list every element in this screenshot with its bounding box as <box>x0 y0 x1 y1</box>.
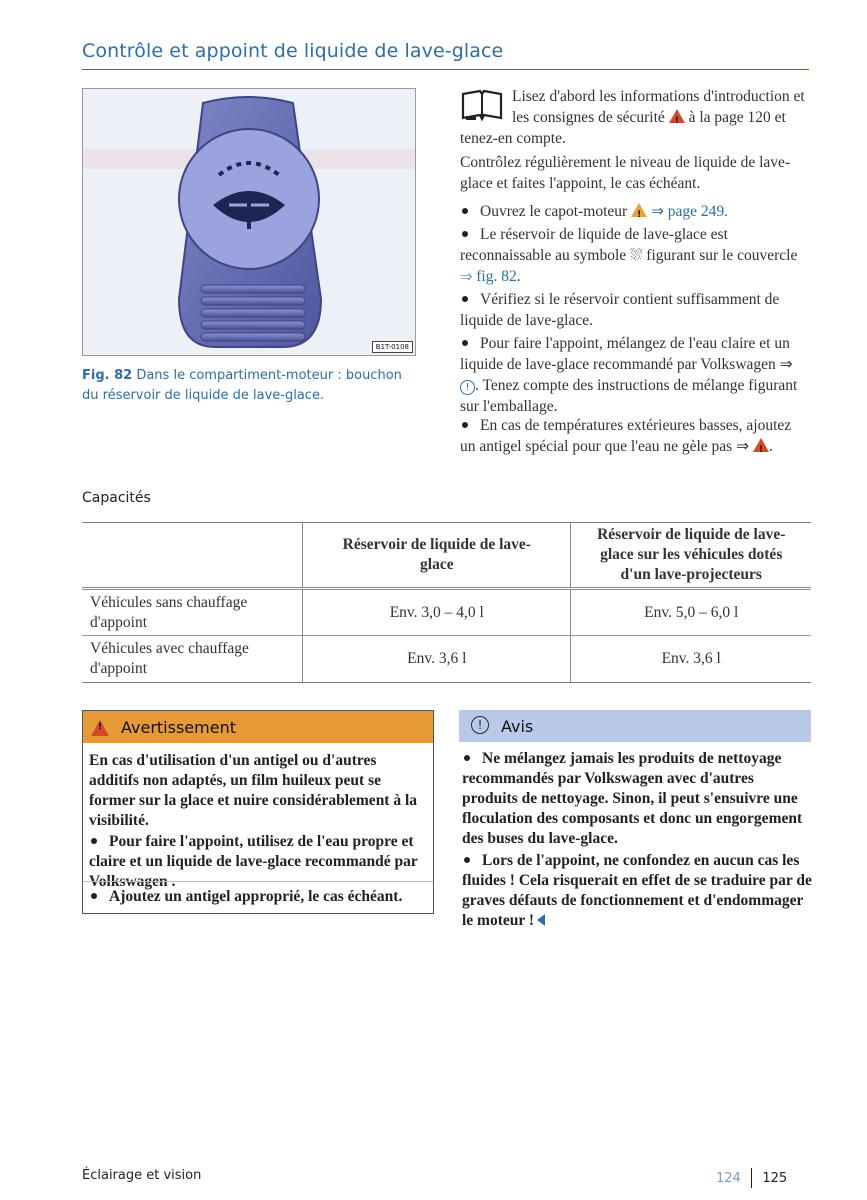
table-cell: Véhicules avec chauffage d'appoint <box>90 640 249 677</box>
list-item: Le réservoir de liquide de lave-glace est reconnaissable au symbole ⛆ figurant sur le couvercle ⇒ fig. 82. <box>460 226 798 285</box>
notice-title: Avis <box>501 717 534 736</box>
book-icon <box>460 88 504 122</box>
page-title: Contrôle et appoint de liquide de lave-glace <box>82 40 504 62</box>
table-header-row <box>82 523 811 589</box>
list-item: Pour faire l'appoint, utilisez de l'eau propre et claire et un liquide de lave-glace recommandé par Volkswagen . <box>89 833 418 890</box>
capacities-table <box>82 522 811 683</box>
page-number-right: 125 <box>762 1171 788 1186</box>
bullet-icon <box>91 838 97 844</box>
bullet-icon <box>91 893 97 899</box>
warning-header <box>83 711 433 743</box>
list-item: Lors de l'appoint, ne confondez en aucun cas les fluides ! Cela risquerait en effet de se traduire par de graves défauts de fonctionnement et d'endommager le moteur ! <box>462 852 812 929</box>
list-item: En cas de températures extérieures basses, ajoutez un antigel spécial pour que l'eau ne gèle pas ⇒ !. <box>460 415 810 457</box>
page-numbers <box>716 1168 787 1188</box>
table-cell: Env. 3,6 l <box>303 636 571 683</box>
washer-symbol-icon: ⛆ <box>630 247 643 264</box>
intro-text-a: Lisez d'abord les informations d'introduction et les consignes de sécurité <box>512 88 805 126</box>
table-cell: Env. 5,0 – 6,0 l <box>571 589 811 636</box>
list-item: Ouvrez le capot-moteur ! ⇒ page 249. <box>460 201 810 222</box>
capacities-heading: Capacités <box>82 490 151 506</box>
list-item: Vérifiez si le réservoir contient suffisamment de liquide de lave-glace. <box>460 291 780 329</box>
table-cell: Env. 3,0 – 4,0 l <box>303 589 571 636</box>
section-end-icon <box>537 914 545 926</box>
intro-text-b: à la page 120 et tenez-en compte. <box>460 109 786 147</box>
warning-title: Avertissement <box>121 718 236 737</box>
table-header-cell: Réservoir de liquide de lave-glace sur les véhicules dotés d'un lave-projecteurs <box>571 523 811 589</box>
bullet-icon <box>462 296 468 302</box>
warning-box <box>82 710 434 914</box>
bullet-icon <box>464 857 470 863</box>
list-item: Ajoutez un antigel approprié, le cas échéant. <box>89 887 429 907</box>
table-row <box>82 636 811 683</box>
notice-icon[interactable]: ! <box>460 380 475 395</box>
notice-icon: ! <box>471 716 489 734</box>
table-header-cell <box>82 523 303 589</box>
page-reference-link[interactable]: ⇒ page 249. <box>647 203 729 220</box>
warning-triangle-icon[interactable] <box>753 438 769 452</box>
bullet-icon <box>462 422 468 428</box>
figure-code-label: B1T-0108 <box>372 341 413 353</box>
notice-header <box>459 710 811 742</box>
washer-reservoir-cap-illustration <box>83 89 416 356</box>
figure-reference-link[interactable]: ⇒ fig. 82 <box>460 268 517 285</box>
title-divider <box>82 69 809 70</box>
figure-caption <box>82 366 422 406</box>
page-number-left: 124 <box>716 1171 741 1186</box>
warning-triangle-icon <box>669 109 685 123</box>
intro-paragraph <box>460 86 810 149</box>
table-row <box>82 589 811 636</box>
bullet-icon <box>462 208 468 214</box>
warning-divider <box>83 881 433 882</box>
warning-text: En cas d'utilisation d'un antigel ou d'autres additifs non adaptés, un film huileux peut se former sur la glace et nuire considérablement à la visibilité. <box>89 752 418 829</box>
figure-image <box>82 88 416 356</box>
page-separator <box>751 1168 753 1188</box>
table-cell: Env. 3,6 l <box>571 636 811 683</box>
warning-triangle-icon <box>631 203 647 217</box>
table-header-cell: Réservoir de liquide de lave-glace <box>303 523 571 589</box>
bullet-icon <box>462 231 468 237</box>
footer-section-name: Éclairage et vision <box>82 1168 202 1183</box>
bullet-icon <box>464 755 470 761</box>
list-item: Ne mélangez jamais les produits de nettoyage recommandés par Volkswagen avec d'autres produits de nettoyage. Sinon, il peut s'ensuivre une floculation des composants et donc un engorgement des buses du lave-glace. <box>462 750 803 847</box>
check-paragraph: Contrôlez régulièrement le niveau de liquide de lave-glace et faites l'appoint, le cas échéant. <box>460 154 791 192</box>
table-cell: Véhicules sans chauffage d'appoint <box>90 593 248 631</box>
list-item: Pour faire l'appoint, mélangez de l'eau claire et un liquide de lave-glace recommandé par Volkswagen ⇒ ! . Tenez compte des instructions de mélange figurant sur l'emballage. <box>460 335 798 415</box>
figure-number: Fig. 82 <box>82 368 133 383</box>
bullet-icon <box>462 340 468 346</box>
figure-caption-text: Dans le compartiment-moteur : bouchon du réservoir de liquide de lave-glace. <box>82 368 402 403</box>
warning-triangle-icon <box>91 720 109 736</box>
